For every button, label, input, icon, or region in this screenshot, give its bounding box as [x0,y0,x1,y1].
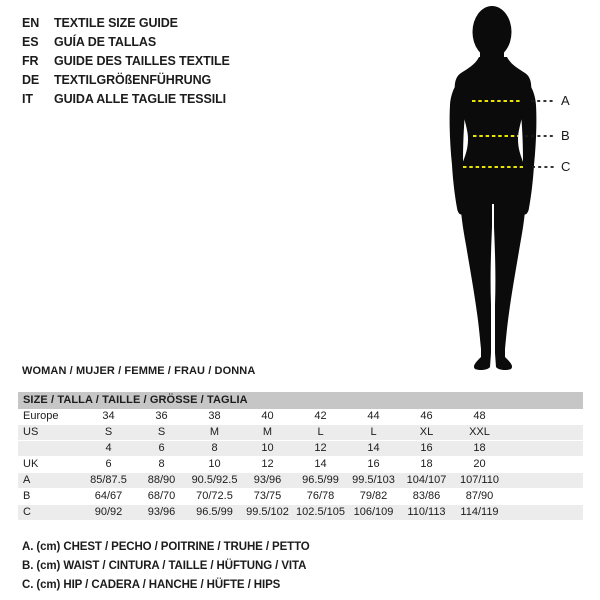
table-row [18,489,583,505]
language-code: IT [22,91,33,106]
size-cell: 6 [105,458,112,470]
row-label: US [23,426,39,438]
size-cell: 68/70 [147,490,176,502]
row-filler [506,409,583,424]
legend-item: A. (cm) CHEST / PECHO / POITRINE / TRUHE / PETTO [22,541,310,553]
size-cell: 93/96 [253,474,282,486]
size-cell: 96.5/99 [196,506,233,518]
legend-item: C. (cm) HIP / CADERA / HANCHE / HÜFTE / HIPS [22,579,281,591]
woman-silhouette [450,6,537,370]
size-cell: 83/86 [412,490,441,502]
size-cell: 16 [367,458,380,470]
size-cell: 99.5/103 [352,474,395,486]
row-label: C [23,506,31,518]
row-label [18,441,82,456]
language-title: GUIDA ALLE TAGLIE TESSILI [54,91,227,106]
size-cell: 90.5/92.5 [191,474,238,486]
size-cell: 70/72.5 [196,490,233,502]
size-cell: 104/107 [406,474,447,486]
right-leg-shape [494,185,526,370]
size-cell: L [317,426,324,438]
table-row [18,425,583,441]
language-code: FR [22,53,39,68]
size-cell: S [157,426,166,438]
size-cell: S [104,426,113,438]
measurement-legend [22,538,310,595]
size-table-header: SIZE / TALLA / TAILLE / GRÖSSE / TAGLIA [18,392,583,409]
size-cell: 38 [208,410,221,422]
row-filler [506,505,583,520]
size-cell: 18 [420,458,433,470]
row-filler [506,425,583,440]
language-code: ES [22,34,39,49]
table-row [18,473,583,489]
size-cell: 20 [473,458,486,470]
row-label: UK [23,458,39,470]
language-title: TEXTILGRÖßENFÜHRUNG [54,72,212,87]
measure-label-chest: A [561,93,570,108]
row-filler [506,441,583,456]
gender-title: WOMAN / MUJER / FEMME / FRAU / DONNA [22,365,256,377]
size-cell: 16 [420,442,433,454]
size-cell: XXL [469,426,490,438]
row-filler [506,457,583,472]
size-cell: 79/82 [359,490,388,502]
size-cell: 12 [314,442,327,454]
row-label: A [23,474,31,486]
size-cell: 10 [208,458,221,470]
size-cell: 76/78 [306,490,335,502]
size-cell: 99.5/102 [246,506,289,518]
size-cell: 10 [261,442,274,454]
measure-label-waist: B [561,128,570,143]
language-code: DE [22,72,40,87]
language-title: TEXTILE SIZE GUIDE [54,15,178,30]
legend-item: B. (cm) WAIST / CINTURA / TAILLE / HÜFTUNG / VITA [22,560,307,572]
language-row [22,89,230,108]
table-row [18,457,583,473]
table-row [18,441,583,457]
table-row [18,505,583,521]
measure-label-hip: C [561,159,571,174]
size-cell: 48 [473,410,486,422]
size-cell: XL [419,426,434,438]
size-cell: M [209,426,220,438]
row-filler [506,473,583,488]
language-title: GUIDE DES TAILLES TEXTILE [54,53,230,68]
size-cell: 110/113 [407,506,446,518]
woman-figure [435,5,600,370]
size-cell: 14 [314,458,327,470]
language-row [22,70,230,89]
language-row [22,51,230,70]
size-cell: 106/109 [353,506,394,518]
row-label: Europe [23,410,59,422]
row-label: B [23,490,31,502]
size-table-body [18,409,583,521]
language-list [22,13,230,108]
size-cell: 96.5/99 [302,474,339,486]
size-cell: L [370,426,377,438]
size-cell: 18 [473,442,486,454]
size-cell: 107/110 [460,474,499,486]
size-table [18,392,583,521]
size-cell: 8 [211,442,218,454]
size-cell: 46 [420,410,433,422]
row-filler [506,489,583,504]
language-code: EN [22,15,40,30]
size-cell: M [262,426,273,438]
figure-panel [435,5,600,370]
size-cell: 73/75 [253,490,282,502]
size-cell: 8 [158,458,165,470]
size-cell: 6 [158,442,165,454]
size-cell: 85/87.5 [90,474,127,486]
size-cell: 87/90 [465,490,494,502]
size-cell: 88/90 [147,474,176,486]
language-row [22,32,230,51]
size-cell: 34 [102,410,115,422]
table-row [18,409,583,425]
size-cell: 14 [367,442,380,454]
left-leg-shape [460,185,492,370]
size-cell: 4 [105,442,112,454]
size-cell: 44 [367,410,380,422]
size-cell: 93/96 [147,506,176,518]
language-row [22,13,230,32]
size-cell: 64/67 [94,490,123,502]
size-cell: 12 [261,458,274,470]
size-cell: 90/92 [94,506,123,518]
language-title: GUÍA DE TALLAS [54,34,157,49]
size-cell: 114/119 [460,506,499,518]
size-cell: 36 [155,410,168,422]
size-cell: 40 [261,410,274,422]
size-cell: 102.5/105 [296,506,345,518]
size-cell: 42 [314,410,327,422]
